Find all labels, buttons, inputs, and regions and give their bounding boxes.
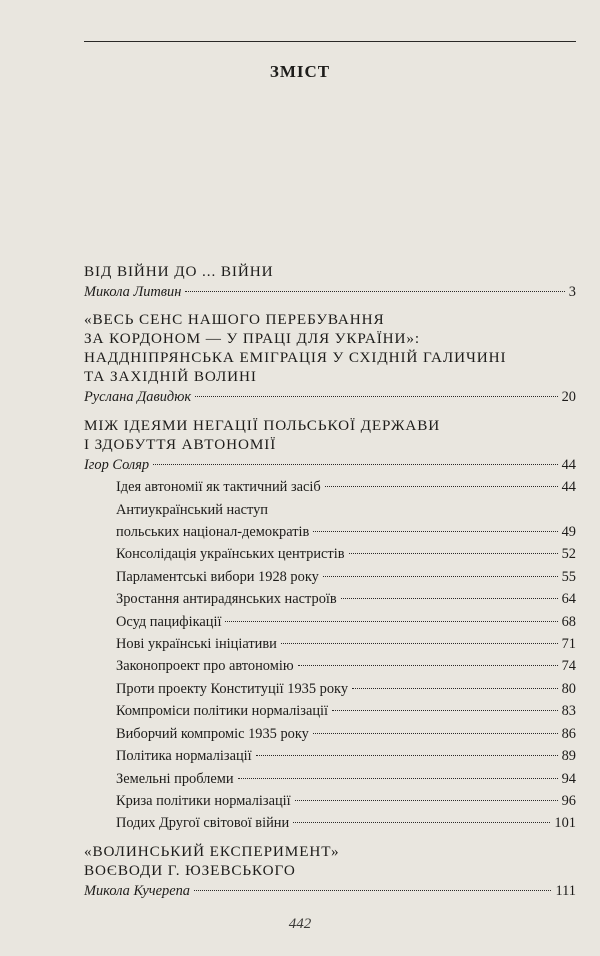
- section-line: [84, 476, 576, 498]
- section-line: [84, 588, 576, 610]
- section-line: [84, 633, 576, 655]
- section-line: [84, 790, 576, 812]
- section-title: Компроміси політики нормалізації: [116, 703, 329, 720]
- page-ref: 89: [561, 748, 576, 765]
- entry-title-line: «ВОЛИНСЬКИЙ ЕКСПЕРИМЕНТ»: [84, 842, 340, 860]
- toc-entry: [84, 310, 576, 408]
- section-title: Проти проекту Конституції 1935 року: [116, 680, 349, 697]
- toc-entry: [84, 842, 576, 902]
- section-title: Осуд пацифікації: [116, 613, 222, 630]
- page-ref: 44: [561, 456, 576, 473]
- author-name: Руслана Давидюк: [84, 389, 192, 406]
- dot-leader: [349, 553, 558, 554]
- page-ref: 64: [561, 591, 576, 608]
- page-ref: 96: [561, 792, 576, 809]
- dot-leader: [238, 778, 558, 779]
- page-ref: 3: [568, 284, 576, 300]
- dot-leader: [313, 531, 557, 532]
- dot-leader: [295, 800, 558, 801]
- entry-title-line: ЗА КОРДОНОМ — У ПРАЦІ ДЛЯ УКРАЇНИ»:: [84, 330, 421, 348]
- page-ref: 55: [561, 568, 576, 585]
- section-title-line: Антиукраїнський наступ: [116, 501, 268, 518]
- page-ref: 74: [561, 658, 576, 675]
- dot-leader: [352, 688, 558, 689]
- section-title: Зростання антирадянських настроїв: [116, 591, 337, 608]
- section-title: Земельні проблеми: [116, 770, 234, 787]
- section-line: [84, 611, 576, 633]
- entry-title-line: ТА ЗАХІДНІЙ ВОЛИНІ: [84, 368, 257, 386]
- page-ref: 49: [561, 524, 576, 541]
- dot-leader: [341, 598, 558, 599]
- section-line: [84, 543, 576, 565]
- entry-title-line: НАДДНІПРЯНСЬКА ЕМІГРАЦІЯ У СХІДНІЙ ГАЛИЧИНІ: [84, 349, 507, 367]
- dot-leader: [194, 890, 551, 891]
- table-of-contents: [84, 262, 576, 909]
- section-title: Виборчий компроміс 1935 року: [116, 725, 309, 742]
- page-ref: 44: [561, 479, 576, 496]
- page-ref: 101: [554, 815, 576, 832]
- section-line: [84, 566, 576, 588]
- entry-title-line: МІЖ ІДЕЯМИ НЕГАЦІЇ ПОЛЬСЬКОЇ ДЕРЖАВИ: [84, 416, 441, 434]
- author-line: [84, 880, 576, 902]
- section-title: Нові українські ініціативи: [116, 636, 277, 653]
- section-line: [84, 521, 576, 543]
- section-title: польських націонал-демократів: [116, 524, 310, 541]
- page-title: ЗМІСТ: [269, 62, 331, 81]
- dot-leader: [185, 291, 564, 292]
- section-title: Парламентські вибори 1928 року: [116, 568, 319, 585]
- author-name: Ігор Соляр: [84, 456, 150, 473]
- section-line: [84, 812, 576, 834]
- page-ref: 52: [561, 546, 576, 563]
- dot-leader: [153, 464, 558, 465]
- section-line: [84, 700, 576, 722]
- section-line: [84, 745, 576, 767]
- page-ref: 80: [561, 680, 576, 697]
- section-title: Подих Другої світової війни: [116, 815, 290, 832]
- page-ref: 68: [561, 613, 576, 630]
- dot-leader: [325, 486, 558, 487]
- dot-leader: [195, 396, 558, 397]
- toc-entry: [84, 262, 576, 303]
- section-title: Політика нормалізації: [116, 748, 252, 765]
- author-name: Микола Кучерепа: [84, 882, 190, 899]
- section-title: Консолідація українських центристів: [116, 546, 345, 563]
- page-ref: 94: [561, 770, 576, 787]
- page-ref: 71: [561, 636, 576, 653]
- author-line: [84, 386, 576, 408]
- section-title: Ідея автономії як тактичний засіб: [116, 479, 321, 496]
- section-title: Криза політики нормалізації: [116, 792, 291, 809]
- section-line: [84, 768, 576, 790]
- section-line: [84, 678, 576, 700]
- dot-leader: [225, 621, 557, 622]
- dot-leader: [332, 710, 558, 711]
- dot-leader: [293, 822, 550, 823]
- dot-leader: [323, 576, 558, 577]
- section-title: Законопроект про автономію: [116, 658, 294, 675]
- dot-leader: [256, 755, 558, 756]
- entry-title-line: І ЗДОБУТТЯ АВТОНОМІЇ: [84, 435, 277, 453]
- toc-entry: [84, 416, 576, 835]
- dot-leader: [313, 733, 558, 734]
- entry-title-line: «ВЕСЬ СЕНС НАШОГО ПЕРЕБУВАННЯ: [84, 311, 385, 329]
- author-line: [84, 454, 576, 476]
- page-ref: 83: [561, 703, 576, 720]
- entry-title-line: ВІД ВІЙНИ ДО ... ВІЙНИ: [84, 263, 274, 280]
- page-number: 442: [288, 916, 312, 932]
- page-ref: 86: [561, 725, 576, 742]
- dot-leader: [281, 643, 558, 644]
- author-name: Микола Литвин: [84, 284, 182, 300]
- author-line: [84, 281, 576, 303]
- dot-leader: [298, 665, 558, 666]
- page-ref: 111: [555, 882, 576, 899]
- section-line: [84, 723, 576, 745]
- page-ref: 20: [561, 389, 576, 406]
- section-line: [84, 655, 576, 677]
- top-rule: [84, 41, 576, 42]
- entry-title-line: ВОЄВОДИ Г. ЮЗЕВСЬКОГО: [84, 861, 296, 879]
